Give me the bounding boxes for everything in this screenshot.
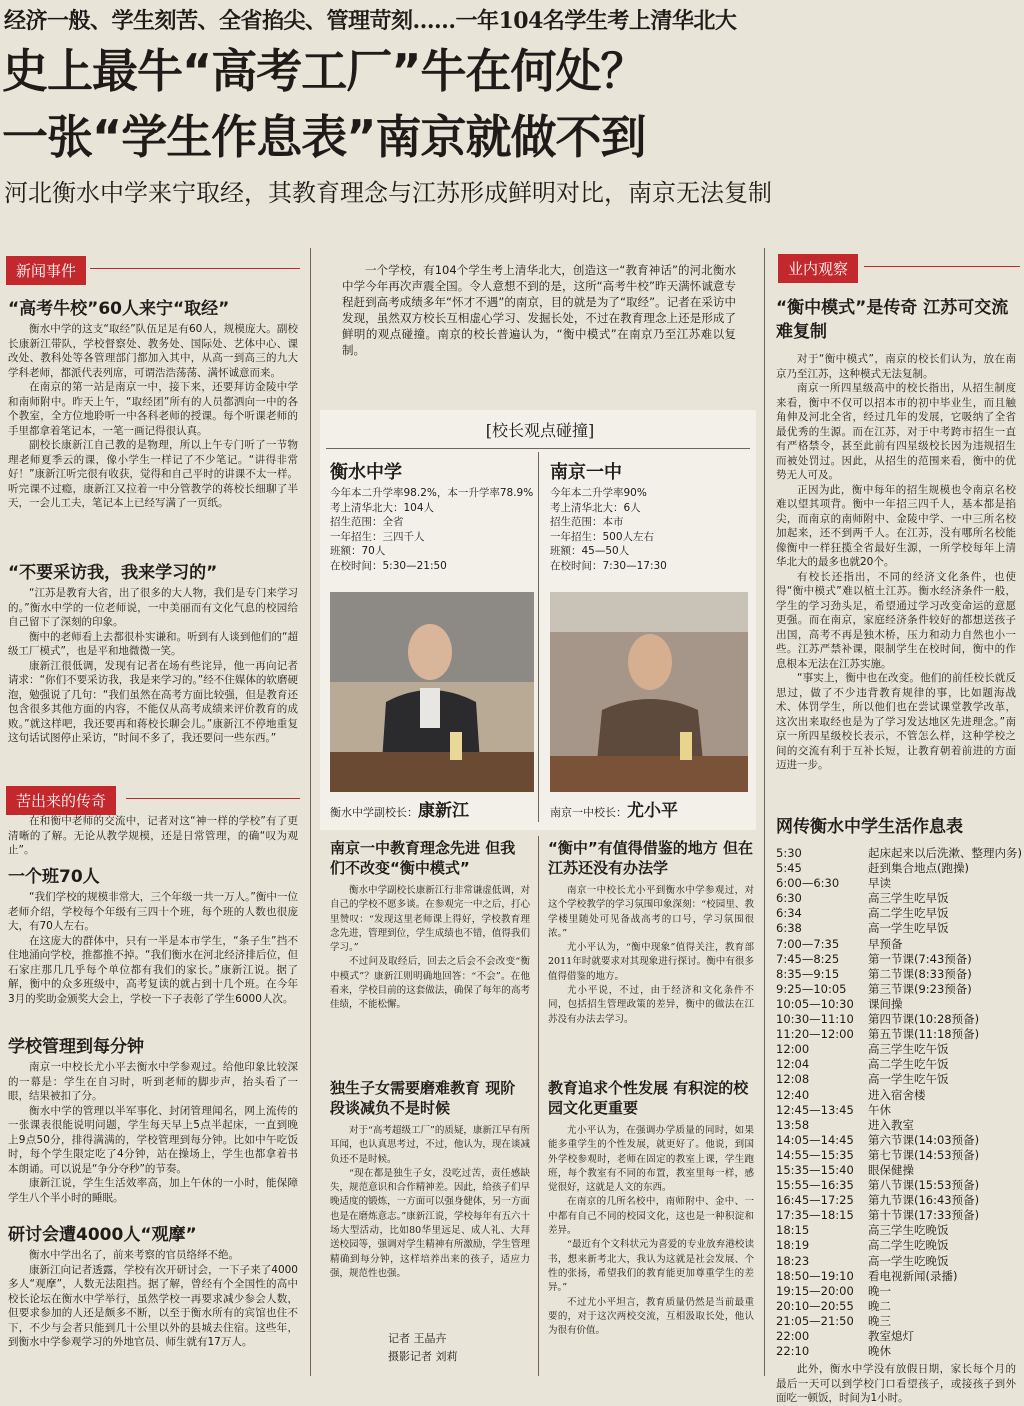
schedule-activity: 高一学生吃晚饭 — [868, 1253, 949, 1268]
schedule-note: 此外，衡水中学没有放假日期，家长每个月的最后一天可以到学校门口看望孩子，或接孩子到外面吃一顿饭，时间为1小时。 — [776, 1363, 1016, 1404]
schedule-row — [776, 937, 1020, 952]
schedule-time: 12:40 — [776, 1087, 810, 1102]
lead-paragraph: 一个学校，有104个学生考上清华北大，创造这一“教育神话”的河北衡水中学今年再次声震全国。令人意想不到的是，这所“高考牛校”昨天满怀诚意专程赶到高考成绩多年“怀才不遇”的南京，目的就是为了“取经”。记者在采访中发现，虽然双方校长互相虚心学习、发掘长处，不过在教育理念上还是形成了鲜明的观点碰撞。南京的校长普遍认为，“衡中模式”在南京乃至江苏难以复制。 — [342, 263, 736, 357]
schedule-row — [776, 952, 1020, 967]
schedule-row — [776, 1027, 1020, 1042]
kicker-headline: 经济一般、学生刻苦、全省掐尖、管理苛刻……一年104名学生考上清华北大 — [4, 8, 737, 34]
schedule-time: 12:08 — [776, 1072, 810, 1087]
box-divider — [538, 452, 539, 822]
schedule-time: 20:10—20:55 — [776, 1298, 854, 1313]
schedule-row — [776, 1208, 1020, 1223]
article-body-2: “江苏是教育大省，出了很多的大人物，我们是专门来学习的。”衡水中学的一位老师说，一中美丽而有文化气息的校园给自己留下了深刻的印象。 衡中的老师看上去都很朴实谦和。听到有人谈到他们的“超级工厂模式”，也是平和地微微一笑。 康新江很低调，发现有记者在场有些诧异，他一再向记者请求：“你们不要采访我，我是来学习的。”经不住媒体的软磨硬泡，勉强说了几句：“我们虽然在高考方面比较强，但是教育还包含很多其他方面的内容，不能仅从高考成绩来评价教育的成败。”就这样吧，我还要再和蒋校长聊会儿。”康新江不停地重复这句话试图停止采访，“时间不多了，我还要问一些东西。” — [8, 587, 298, 744]
schedule-activity: 高二学生吃晚饭 — [868, 1238, 949, 1253]
schedule-time: 14:05—14:45 — [776, 1132, 854, 1147]
schedule-row — [776, 1118, 1020, 1133]
schedule-activity: 高三学生吃晚饭 — [868, 1223, 949, 1238]
schedule-row — [776, 997, 1020, 1012]
caption-b: 南京一中校长：尤小平 — [550, 801, 678, 821]
schedule-activity: 起床起来以后洗漱、整理内务) — [868, 846, 1022, 860]
schedule-time: 18:50—19:10 — [776, 1268, 854, 1283]
headline-nj-advanced: 南京一中教育理念先进 但我们不改变“衡中模式” — [330, 839, 516, 877]
schedule-time: 6:00—6:30 — [776, 876, 840, 891]
schedule-time: 16:45—17:25 — [776, 1193, 854, 1208]
schedule-row — [776, 1238, 1020, 1253]
schedule-time: 7:00—7:35 — [776, 936, 840, 951]
schedule-time: 12:04 — [776, 1057, 810, 1072]
schedule-activity: 进入宿舍楼 — [868, 1087, 926, 1102]
schedule-activity: 第二节课(8:33预备) — [868, 966, 972, 981]
schedule-row — [776, 1148, 1020, 1163]
schedule-time: 11:20—12:00 — [776, 1027, 854, 1042]
schedule-activity: 高二学生吃早饭 — [868, 906, 949, 921]
center-split-divider — [538, 836, 539, 1376]
schedule-time: 15:55—16:35 — [776, 1178, 854, 1193]
headline-hengzhong-reference: “衡中”有值得借鉴的地方 但在江苏还没有办法学 — [548, 839, 753, 877]
schedule-time: 21:05—21:50 — [776, 1313, 854, 1328]
article-kang-1: 衡水中学副校长康新江行非常谦虚低调，对自己的学校不愿多谈。在参观完一中之后，打心里赞叹：“发现这里老师课上得好，学校教育理念先进，管理到位，学生成绩也不错，值得我们学习。” 不过问及取经后，回去之后会不会改变“衡中模式”？康新江则明确地回答：“不会”。在他看来，学校目前的这套做法，确保了每年的高考佳绩，不能松懈。 — [330, 885, 530, 1011]
column-divider-right — [764, 248, 765, 1376]
article-body-1: 衡水中学的这支“取经”队伍足足有60人，规模庞大。副校长康新江带队，学校督察处、教务处、国际处、艺体中心、课改处、教科处等各管理部门都加入其中，从高一到高三的九大学科老师，都派代表列席，可谓浩浩荡荡、满怀诚意而来。 在南京的第一站是南京一中，接下来，还要拜访金陵中学和南师附中。昨天上午，“取经团”所有的人员都洒向一中的各个教室，全方位地聆听一中各科老师的授课。每个听课老师的手里都拿着笔记本，一笔一画记得很认真。 副校长康新江自己教的是物理，所以上午专门听了一节物理老师夏季云的课，像小学生一样记了不少笔记。“讲得非常好！”康新江听完很有收获，觉得和自己平时的讲课不太一样。听完课不过瘾，康新江又拉着一中分管教学的蒋校长细聊了半天，一会儿工夫，笔记本上已经写满了一页纸。 — [8, 323, 298, 509]
schedule-activity: 第三节课(9:23预备) — [868, 981, 972, 996]
schedule-row — [776, 1223, 1020, 1238]
main-headline-line-2: 一张“学生作息表”南京就做不到 — [2, 110, 646, 164]
schedule-activity: 高三学生吃午饭 — [868, 1042, 949, 1057]
column-divider-left — [310, 248, 311, 1376]
schedule-row — [776, 1314, 1020, 1329]
byline-photographer: 摄影记者 刘莉 — [388, 1350, 458, 1363]
caption-a: 衡水中学副校长：康新江 — [330, 801, 469, 821]
headline-only-children: 独生子女需要磨难教育 现阶段谈减负不是时候 — [330, 1079, 516, 1117]
schedule-row — [776, 1012, 1020, 1027]
schedule-activity: 晚三 — [868, 1313, 891, 1328]
section-tag-news: 新闻事件 — [6, 256, 86, 285]
article-body-6: 衡水中学出名了，前来考察的官员络绎不绝。 康新江向记者透露，学校有次开研讨会，一下子来了4000多人“观摩”，人数无法阻挡。据了解，曾经有个全国性的高中校长论坛在衡水中学举行，虽然学校一再要求减少参会人数，但要求参加的人还是颇多不断，以至于衡水所有的宾馆也住不下，不少与会者只能到几十公里以外的县城去住宿。这些年，到衡水中学参观学习的外地官员、师生就有17万人。 — [8, 1249, 298, 1348]
article-industry: 对于“衡中模式”，南京的校长们认为，放在南京乃至江苏，这种模式无法复制。 南京一所四星级高中的校长指出，从招生制度来看，衡中不仅可以招本市的初中毕业生，而且触角伸及河北全省，经过几年的发展，它吸纳了全省最优秀的生源。而在江苏，对于中考跨市招生一直有严格禁令，甚至此前有四星级校长因为违规招生而被处罚过。因此，从招生的范围来看，衡中的优势无人可及。 正因为此，衡中每年的招生规模也令南京名校难以望其项背。衡中一年招三四千人，基本都是掐尖，而南京的南师附中、金陵中学、一中三所名校加起来，还不到两千人。在江苏，没有哪所名校能像衡中一样狂揽全省最好生源，一所学校每年上清华北大的最多也就20个。 有校长还指出，不同的经济文化条件，也使得“衡中模式”难以植土江苏。衡水经济条件一般，学生的学习劲头足，希望通过学习改变命运的意愿更强。而在南京，家庭经济条件较好的都想送孩子出国，高考不再是独木桥，压力和动力自然也小一些。江苏严禁补课，限制学生在校时间，衡中的作息根本无法在江苏实施。 “事实上，衡中也在改变。他们的前任校长就反思过，做了不少违背教育规律的事，比如题海战术、体罚学生，所以他们也在尝试课堂教学改革，这次出来取经也是为了学习发达地区先进理念。”南京一所四星级校长表示，不管怎么样，这种学校之间的交流有利于互补长短，让教育朝着前进的方面迈进一步。 — [776, 353, 1016, 771]
schedule-activity: 眼保健操 — [868, 1162, 914, 1177]
schedule-row — [776, 1329, 1020, 1344]
article-body-5: 南京一中校长尤小平去衡水中学参观过。给他印象比较深的一幕是：学生在自习时，听到老师的脚步声，抬头看了一眼，结果被扣了分。 衡水中学的管理以半军事化、封闭管理闻名，网上流传的一张课表很能说明问题，学生每天早上5点半起床，一直到晚上9点50分，排得满满的，学校管理到每分钟。比如中午吃饭时，每个学生限定吃了4分钟，站在操场上，学生也都拿着书本朗诵。可以说是“争分夺秒”的节奏。 康新江说，学生生活效率高，加上午休的一小时，能保障学生八个半小时的睡眠。 — [8, 1061, 298, 1204]
article-you-2: 尤小平认为，在强调办学质量的同时，如果能多重学生的个性发展，就更好了。他说，到国外学校参观时，老师在固定的教室上课，学生跑班，每个教室有不同的布置，教室里每一样，感觉很好，这就是人文的东西。 在南京的几所名校中，南师附中、金中、一中都有自己不同的校园文化，这也是一种积淀和差异。 “最近有个文科状元为喜爱的专业放弃港校读书，想来新考北大，我认为这就是社会发展、个性的张扬，希望我们的教育能更加尊重学生的差异。” 不过尤小平坦言，教育质量仍然是当前最重要的，对于这次两校交流，互相汲取长处，他认为很有价值。 — [548, 1125, 754, 1337]
schedule-row — [776, 906, 1020, 921]
schedule-time: 7:45—8:25 — [776, 951, 840, 966]
school-a-name: 衡水中学 — [330, 462, 402, 483]
schedule-row — [776, 1088, 1020, 1103]
schedule-activity: 第四节课(10:28预备) — [868, 1012, 980, 1027]
article-you-1: 南京一中校长尤小平到衡水中学参观过，对这个学校教学的学习氛围印象深刻：“校园里、教学楼里随处可见备战高考的口号，学习氛围很浓。” 尤小平认为，“衡中现象”值得关注，教育部2011年时就要求对其现象进行探讨。衡中有很多值得借鉴的地方。 尤小平说，不过，由于经济和文化条件不同，包括招生管理政策的差异，衡中的做法在江苏没有办法去学习。 — [548, 885, 754, 1025]
schedule-activity: 高三学生吃早饭 — [868, 891, 949, 906]
main-headline-line-1: 史上最牛“高考工厂”牛在何处？ — [2, 44, 646, 98]
headline-personality: 教育追求个性发展 有积淀的校园文化更重要 — [548, 1079, 749, 1117]
tag-rule — [90, 268, 300, 269]
schedule-activity: 第六节课(14:03预备) — [868, 1132, 980, 1147]
section-tag-industry: 业内观察 — [778, 254, 858, 283]
schedule-row — [776, 876, 1020, 891]
schedule-activity: 晚休 — [868, 1344, 891, 1359]
schedule-time: 18:23 — [776, 1253, 810, 1268]
schedule-row — [776, 967, 1020, 982]
schedule-time: 5:45 — [776, 861, 802, 876]
schedule-row — [776, 846, 1020, 861]
schedule-activity: 高一学生吃午饭 — [868, 1072, 949, 1087]
schedule-time: 13:58 — [776, 1117, 810, 1132]
schedule-row — [776, 1344, 1020, 1359]
box-rule — [326, 448, 750, 449]
schedule-list — [776, 846, 1020, 1359]
school-b-stats: 今年本二升学率90% 考上清华北大：6人 招生范围：本市 一年招生：500人左右 班额：45—50人 在校时间：7:30—17:30 — [550, 487, 667, 572]
schedule-row — [776, 1254, 1020, 1269]
schedule-row — [776, 891, 1020, 906]
article-body-4: “我们学校的规模非常大，三个年级一共一万人。”衡中一位老师介绍，学校每个年级有三四十个班，每个班的人数也很庞大，有70人左右。 在这庞大的群体中，只有一半是本市学生，“条子生”挡不住地涌向学校，推都推不掉。“我们衡水在河北经济排后位，但石家庄那几几乎每个单位都有我们的家长。”康新江说。据了解，衡中的众多班级中，高考复读的就占到十几个班。在今年3月的奖助金颁奖大会上，学校一下子表彰了学生6000人次。 — [8, 891, 298, 1005]
schedule-activity: 看电视新闻(录播) — [868, 1268, 958, 1283]
schedule-time: 6:38 — [776, 921, 802, 936]
headline-dont-interview: “不要采访我，我来学习的” — [8, 563, 218, 583]
schedule-activity: 第五节课(11:18预备) — [868, 1027, 980, 1042]
schedule-activity: 第十节课(17:33预备) — [868, 1208, 980, 1223]
schedule-time: 12:45—13:45 — [776, 1102, 854, 1117]
schedule-activity: 早读 — [868, 876, 891, 891]
schedule-time: 22:00 — [776, 1329, 810, 1343]
schedule-activity: 早预备 — [868, 936, 903, 951]
schedule-row — [776, 1299, 1020, 1314]
schedule-time: 10:30—11:10 — [776, 1012, 854, 1027]
byline-reporter: 记者 王晶卉 — [388, 1332, 447, 1345]
schedule-activity: 午休 — [868, 1102, 891, 1117]
schedule-row — [776, 1193, 1020, 1208]
schedule-row — [776, 1072, 1020, 1087]
schedule-activity: 高二学生吃午饭 — [868, 1057, 949, 1072]
schedule-time: 18:15 — [776, 1223, 810, 1238]
schedule-activity: 教室熄灯 — [868, 1329, 914, 1343]
schedule-row — [776, 982, 1020, 997]
schedule-row — [776, 921, 1020, 936]
schedule-activity: 第一节课(7:43预备) — [868, 951, 972, 966]
schedule-time: 19:15—20:00 — [776, 1283, 854, 1298]
photo-you-xiaoping — [550, 592, 748, 792]
schedule-time: 15:35—15:40 — [776, 1162, 854, 1177]
schedule-activity: 晚一 — [868, 1283, 891, 1298]
tag-rule-2 — [126, 798, 300, 799]
schedule-activity: 进入教室 — [868, 1117, 914, 1132]
subheadline: 河北衡水中学来宁取经，其教育理念与江苏形成鲜明对比，南京无法复制 — [4, 179, 772, 207]
schedule-row — [776, 1042, 1020, 1057]
article-body-3: 在和衡中老师的交流中，记者对这“神一样的学校”有了更清晰的了解。无论从教学规模，还是日常管理，的确“叹为观止”。 — [8, 815, 298, 856]
schedule-activity: 课间操 — [868, 996, 903, 1011]
photo-kang-xinjiang — [330, 592, 534, 792]
schedule-row — [776, 1103, 1020, 1118]
tag-rule-3 — [864, 266, 1020, 267]
schedule-row — [776, 1178, 1020, 1193]
schedule-activity: 高一学生吃早饭 — [868, 921, 949, 936]
schedule-time: 6:34 — [776, 906, 802, 921]
schedule-time: 18:19 — [776, 1238, 810, 1253]
headline-minute-management: 学校管理到每分钟 — [8, 1037, 144, 1057]
schedule-row — [776, 1163, 1020, 1178]
schedule-row — [776, 861, 1020, 876]
headline-4000-visitors: 研讨会遭4000人“观摩” — [8, 1225, 197, 1245]
schedule-activity: 第八节课(15:53预备) — [868, 1178, 980, 1193]
article-kang-2: 对于“高考超级工厂”的质疑，康新江早有所耳闻，也认真思考过，不过，他认为，现在谈减负还不是时候。 “现在都是独生子女，没吃过苦，责任感缺失，规范意识和合作精神差。因此，给孩子们早晚适度的锻炼，一方面可以强身健体，另一方面也是在磨炼意志。”康新江说，学校每年有五六十场大型活动，比如80华里远足、成人礼、大拜送校园等，强调对学生精神有所激励，学生管理精确到每分钟，这样培养出来的孩子，适应力强，规范性也强。 — [330, 1125, 530, 1279]
school-b-name: 南京一中 — [550, 462, 622, 483]
schedule-time: 10:05—10:30 — [776, 996, 854, 1011]
school-a-stats: 今年本二升学率98.2%，本一升学率78.9% 考上清华北大：104人 招生范围：全省 一年招生：三四千人 班额：70人 在校时间：5:30—21:50 — [330, 487, 534, 572]
headline-70-per-class: 一个班70人 — [8, 867, 100, 887]
schedule-time: 17:35—18:15 — [776, 1208, 854, 1223]
schedule-row — [776, 1269, 1020, 1284]
schedule-row — [776, 1133, 1020, 1148]
schedule-time: 8:35—9:15 — [776, 966, 840, 981]
schedule-title: 网传衡水中学生活作息表 — [776, 817, 963, 837]
schedule-time: 12:00 — [776, 1042, 810, 1057]
headline-hengzhong-legend: “衡中模式”是传奇 江苏可交流难复制 — [776, 298, 1009, 342]
section-tag-legend: 苦出来的传奇 — [6, 786, 116, 815]
schedule-time: 22:10 — [776, 1344, 810, 1359]
schedule-activity: 晚二 — [868, 1298, 891, 1313]
schedule-time: 9:25—10:05 — [776, 981, 847, 996]
schedule-time: 5:30 — [776, 846, 802, 860]
headline-60-visitors: “高考牛校”60人来宁“取经” — [8, 299, 230, 319]
schedule-activity: 第九节课(16:43预备) — [868, 1193, 980, 1208]
schedule-activity: 第七节课(14:53预备) — [868, 1147, 980, 1162]
portrait-illustration-b — [550, 592, 748, 792]
schedule-row — [776, 1284, 1020, 1299]
schedule-row — [776, 1057, 1020, 1072]
schedule-time: 6:30 — [776, 891, 802, 906]
portrait-illustration-a — [330, 592, 534, 792]
comparison-box-title: [校长观点碰撞] — [485, 421, 595, 440]
schedule-activity: 赶到集合地点(跑操) — [868, 861, 969, 876]
schedule-time: 14:55—15:35 — [776, 1147, 854, 1162]
